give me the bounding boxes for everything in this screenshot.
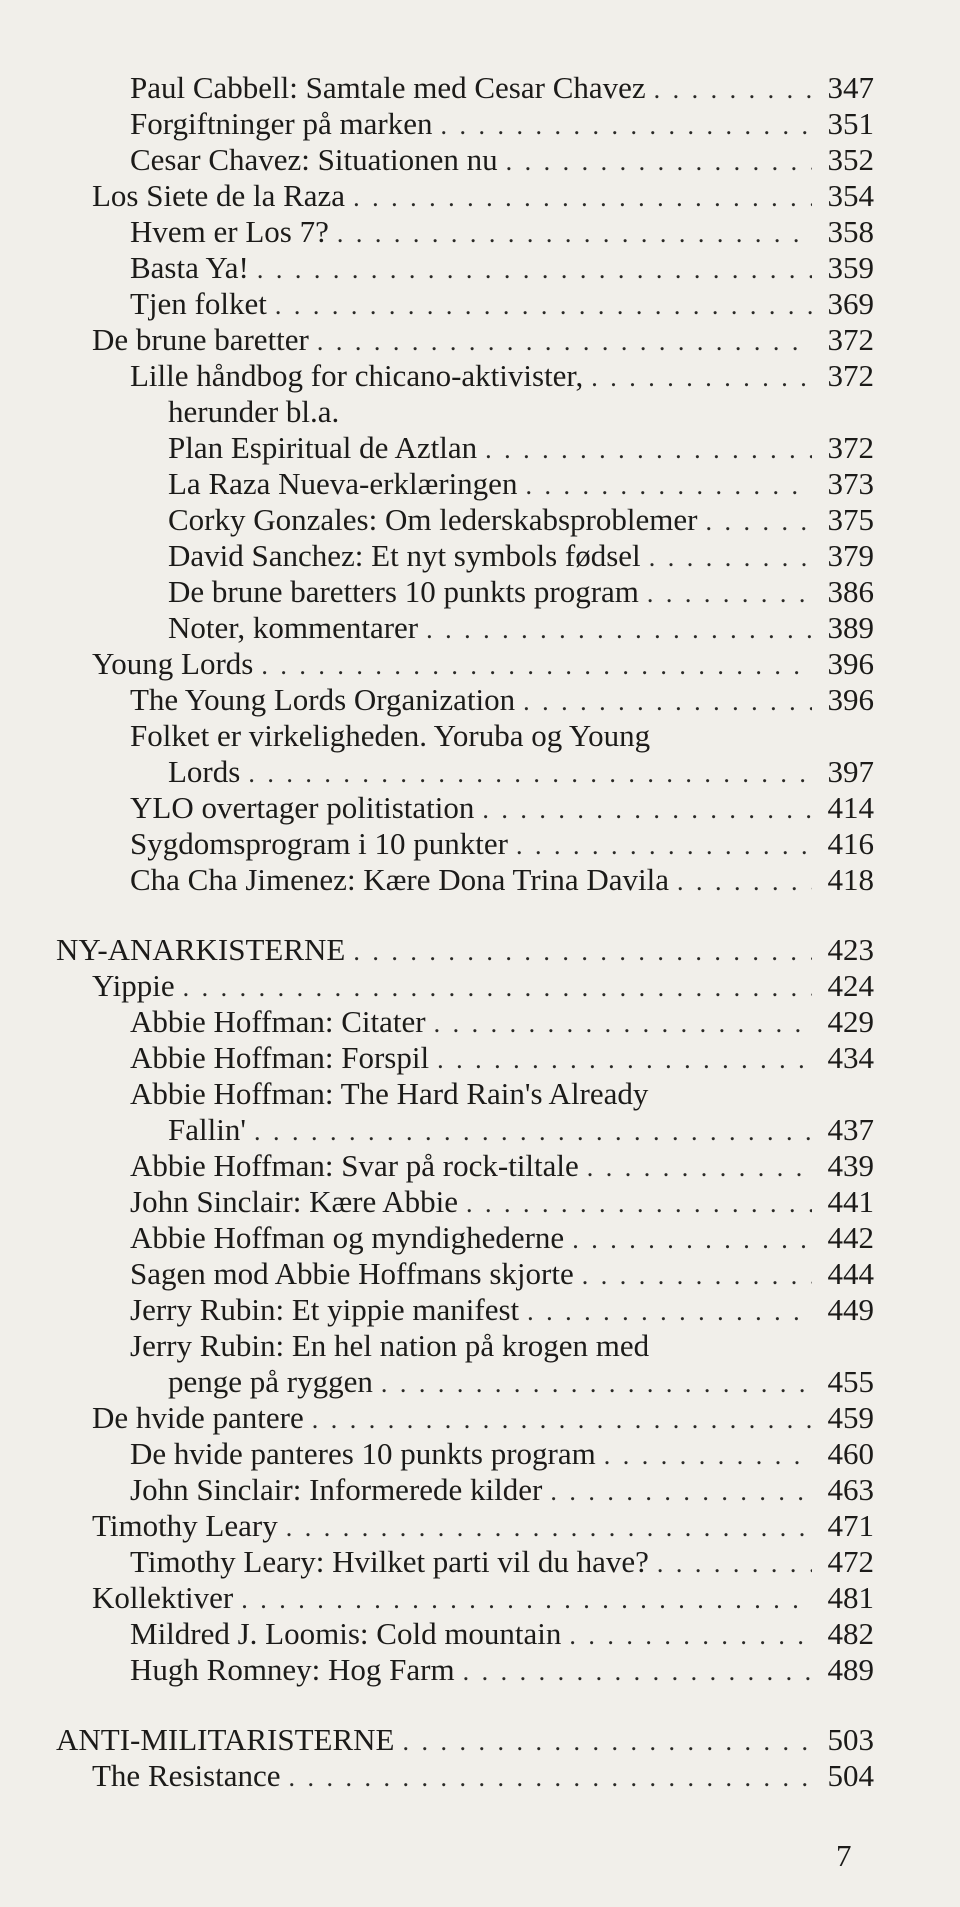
toc-entry-page: 455: [827, 1364, 874, 1399]
dot-leader: [317, 324, 812, 360]
toc-entry: [56, 1508, 874, 1544]
toc-entry-title: De brune baretter: [92, 322, 309, 357]
toc-entry-page: 489: [827, 1652, 874, 1687]
dot-leader: [402, 1724, 812, 1760]
dot-leader: [248, 756, 812, 792]
dot-leader: [677, 864, 812, 900]
toc-entry: [56, 1076, 874, 1112]
toc-entry: [56, 1544, 874, 1580]
toc-entry-title: The Young Lords Organization: [130, 682, 516, 717]
toc-entry: [56, 1616, 874, 1652]
toc-entry-page: 352: [827, 142, 874, 177]
toc-entry: [56, 1472, 874, 1508]
toc-entry-page: 471: [827, 1508, 874, 1543]
toc-entry-page: 396: [827, 682, 874, 717]
toc-entry-page: 423: [827, 932, 874, 967]
dot-leader: [604, 1438, 812, 1474]
toc-entry-page: 416: [827, 826, 874, 861]
dot-leader: [649, 540, 812, 576]
toc-entry: [56, 70, 874, 106]
dot-leader: [381, 1366, 812, 1402]
toc-entry-title: Timothy Leary: Hvilket parti vil du have?: [130, 1544, 649, 1579]
toc-entry-page: 354: [827, 178, 874, 213]
toc-entry: [56, 1722, 874, 1758]
toc-entry: [56, 790, 874, 826]
toc-entry-title: Kollektiver: [92, 1580, 234, 1615]
toc-entry-title: Abbie Hoffman: Svar på rock-tiltale: [130, 1148, 579, 1183]
toc-entry: [56, 1184, 874, 1220]
dot-leader: [506, 144, 812, 180]
toc-entry-title: De hvide pantere: [92, 1400, 304, 1435]
toc-entry: [56, 1758, 874, 1794]
toc-entry-title: Fallin': [168, 1112, 246, 1147]
toc-entry-page: 386: [827, 574, 874, 609]
dot-leader: [527, 1294, 812, 1330]
dot-leader: [525, 468, 812, 504]
toc-entry-page: 424: [827, 968, 874, 1003]
toc-entry-title: Timothy Leary: [92, 1508, 278, 1543]
toc-entry: [56, 1364, 874, 1400]
toc-entry-page: 389: [827, 610, 874, 645]
page-number: 7: [836, 1838, 852, 1873]
toc-entry: [56, 1220, 874, 1256]
toc-entry-title: La Raza Nueva-erklæringen: [168, 466, 518, 501]
dot-leader: [434, 1006, 812, 1042]
toc-entry-page: 372: [827, 358, 874, 393]
toc-entry-title: Lille håndbog for chicano-aktivister,: [130, 358, 584, 393]
dot-leader: [353, 934, 812, 970]
toc-entry-page: 414: [827, 790, 874, 825]
toc-entry-title: Abbie Hoffman: Citater: [130, 1004, 426, 1039]
toc-block-chicano: [56, 70, 874, 898]
toc-entry-page: 439: [827, 1148, 874, 1183]
toc-entry: [56, 250, 874, 286]
dot-leader: [275, 288, 812, 324]
toc-entry: [56, 142, 874, 178]
dot-leader: [587, 1150, 812, 1186]
toc-entry: [56, 1580, 874, 1616]
toc-entry-page: 373: [827, 466, 874, 501]
toc-entry: [56, 1328, 874, 1364]
toc-entry-title: Paul Cabbell: Samtale med Cesar Chavez: [130, 70, 646, 105]
toc-entry: [56, 502, 874, 538]
toc-entry-page: 429: [827, 1004, 874, 1039]
section-gap: [56, 898, 874, 932]
dot-leader: [257, 252, 812, 288]
toc-entry-page: 442: [827, 1220, 874, 1255]
dot-leader: [657, 1546, 812, 1582]
dot-leader: [183, 970, 812, 1006]
table-of-contents: [56, 70, 874, 1794]
toc-entry-page: 504: [827, 1758, 874, 1793]
toc-entry: [56, 1400, 874, 1436]
dot-leader: [647, 576, 812, 612]
toc-entry: [56, 754, 874, 790]
toc-entry: [56, 610, 874, 646]
dot-leader: [241, 1582, 812, 1618]
toc-entry-title: YLO overtager politistation: [130, 790, 475, 825]
toc-entry-title: Abbie Hoffman: Forspil: [130, 1040, 430, 1075]
toc-entry: [56, 1652, 874, 1688]
toc-entry-title: Basta Ya!: [130, 250, 249, 285]
toc-entry: [56, 394, 874, 430]
dot-leader: [550, 1474, 812, 1510]
toc-block-anti-militaristerne: [56, 1722, 874, 1794]
toc-entry-title: Sagen mod Abbie Hoffmans skjorte: [130, 1256, 574, 1291]
toc-entry: [56, 646, 874, 682]
dot-leader: [261, 648, 812, 684]
toc-entry: [56, 286, 874, 322]
toc-entry-title: herunder bl.a.: [168, 394, 340, 429]
toc-entry-page: 418: [827, 862, 874, 897]
toc-entry-title: John Sinclair: Informerede kilder: [130, 1472, 543, 1507]
dot-leader: [705, 504, 812, 540]
dot-leader: [466, 1186, 812, 1222]
toc-entry-page: 359: [827, 250, 874, 285]
toc-entry: [56, 1436, 874, 1472]
toc-entry-title: Young Lords: [92, 646, 254, 681]
toc-entry: [56, 214, 874, 250]
toc-entry: [56, 106, 874, 142]
dot-leader: [482, 792, 812, 828]
dot-leader: [437, 1042, 812, 1078]
toc-entry-title: ANTI-MILITARISTERNE: [56, 1722, 395, 1757]
toc-entry: [56, 718, 874, 754]
toc-entry: [56, 1256, 874, 1292]
toc-entry-title: Abbie Hoffman og myndighederne: [130, 1220, 565, 1255]
toc-entry-page: 444: [827, 1256, 874, 1291]
toc-entry-title: Hugh Romney: Hog Farm: [130, 1652, 455, 1687]
dot-leader: [426, 612, 812, 648]
toc-entry-page: 396: [827, 646, 874, 681]
toc-entry-title: De brune baretters 10 punkts program: [168, 574, 639, 609]
toc-block-ny-anarkisterne: [56, 932, 874, 1688]
toc-entry-page: 459: [827, 1400, 874, 1435]
dot-leader: [516, 828, 812, 864]
section-gap: [56, 1688, 874, 1722]
toc-entry: [56, 466, 874, 502]
toc-entry-page: 449: [827, 1292, 874, 1327]
toc-entry-page: 347: [827, 70, 874, 105]
toc-entry-title: Corky Gonzales: Om lederskabsproblemer: [168, 502, 698, 537]
dot-leader: [440, 108, 812, 144]
toc-entry-page: 372: [827, 430, 874, 465]
toc-entry: [56, 968, 874, 1004]
toc-entry: [56, 1004, 874, 1040]
toc-entry-page: 437: [827, 1112, 874, 1147]
toc-entry-page: 434: [827, 1040, 874, 1075]
toc-entry-title: NY-ANARKISTERNE: [56, 932, 346, 967]
toc-entry-title: Cesar Chavez: Situationen nu: [130, 142, 498, 177]
dot-leader: [591, 360, 812, 396]
toc-entry-page: 482: [827, 1616, 874, 1651]
dot-leader: [569, 1618, 812, 1654]
dot-leader: [286, 1510, 812, 1546]
toc-entry-page: 481: [827, 1580, 874, 1615]
toc-entry: [56, 1112, 874, 1148]
toc-entry-title: Sygdomsprogram i 10 punkter: [130, 826, 508, 861]
toc-entry: [56, 430, 874, 466]
toc-entry-title: Abbie Hoffman: The Hard Rain's Already: [130, 1076, 649, 1111]
toc-entry-page: 351: [827, 106, 874, 141]
toc-entry-title: Yippie: [92, 968, 175, 1003]
dot-leader: [572, 1222, 812, 1258]
toc-entry-title: Plan Espiritual de Aztlan: [168, 430, 478, 465]
dot-leader: [337, 216, 812, 252]
toc-entry: [56, 826, 874, 862]
toc-entry-page: 358: [827, 214, 874, 249]
toc-entry-title: penge på ryggen: [168, 1364, 373, 1399]
toc-entry-page: 372: [827, 322, 874, 357]
toc-entry-page: 472: [827, 1544, 874, 1579]
toc-entry-page: 503: [827, 1722, 874, 1757]
toc-entry: [56, 1292, 874, 1328]
toc-entry-title: Lords: [168, 754, 241, 789]
toc-entry-title: Cha Cha Jimenez: Kære Dona Trina Davila: [130, 862, 669, 897]
toc-entry-title: John Sinclair: Kære Abbie: [130, 1184, 459, 1219]
toc-entry: [56, 862, 874, 898]
toc-entry-title: De hvide panteres 10 punkts program: [130, 1436, 596, 1471]
toc-entry-title: Forgiftninger på marken: [130, 106, 433, 141]
dot-leader: [485, 432, 812, 468]
toc-entry-title: Tjen folket: [130, 286, 267, 321]
toc-entry-title: Jerry Rubin: En hel nation på krogen med: [130, 1328, 650, 1363]
toc-entry-page: 379: [827, 538, 874, 573]
toc-entry-title: Mildred J. Loomis: Cold mountain: [130, 1616, 562, 1651]
toc-entry-page: 460: [827, 1436, 874, 1471]
toc-entry-page: 441: [827, 1184, 874, 1219]
toc-entry: [56, 1148, 874, 1184]
toc-entry-title: David Sanchez: Et nyt symbols fødsel: [168, 538, 641, 573]
toc-entry-title: Los Siete de la Raza: [92, 178, 346, 213]
toc-entry-page: 463: [827, 1472, 874, 1507]
dot-leader: [582, 1258, 812, 1294]
toc-entry-page: 369: [827, 286, 874, 321]
toc-entry-title: Folket er virkeligheden. Yoruba og Young: [130, 718, 651, 753]
toc-entry: [56, 1040, 874, 1076]
dot-leader: [254, 1114, 812, 1150]
toc-entry-title: Jerry Rubin: Et yippie manifest: [130, 1292, 520, 1327]
toc-entry-title: Noter, kommentarer: [168, 610, 419, 645]
toc-entry: [56, 574, 874, 610]
toc-entry-title: The Resistance: [92, 1758, 281, 1793]
dot-leader: [353, 180, 812, 216]
toc-entry: [56, 358, 874, 394]
toc-entry-page: 397: [827, 754, 874, 789]
dot-leader: [289, 1760, 812, 1796]
toc-entry: [56, 932, 874, 968]
dot-leader: [654, 72, 812, 108]
dot-leader: [523, 684, 812, 720]
dot-leader: [463, 1654, 812, 1690]
toc-entry: [56, 538, 874, 574]
toc-entry-title: Hvem er Los 7?: [130, 214, 329, 249]
toc-entry-page: 375: [827, 502, 874, 537]
dot-leader: [312, 1402, 812, 1438]
toc-entry: [56, 322, 874, 358]
toc-entry: [56, 682, 874, 718]
toc-entry: [56, 178, 874, 214]
